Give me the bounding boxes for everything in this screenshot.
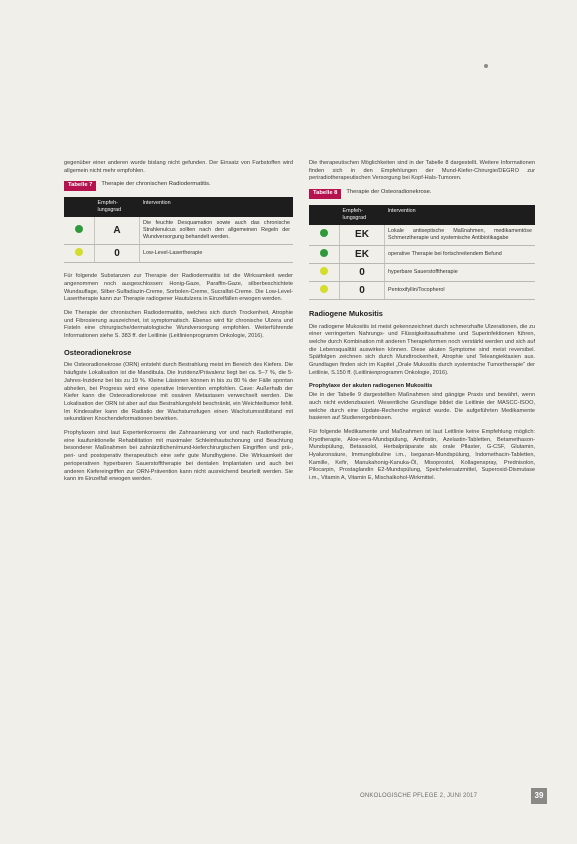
grade-cell: 0	[95, 245, 140, 263]
table7-header-grade: Empfehlungsgrad	[95, 197, 140, 217]
grade-dot-cell	[309, 245, 340, 263]
grade-dot-cell	[64, 217, 95, 245]
right-paragraph-1: Die radiogene Mukositis ist meist gekennzeichnet durch schmerzhafte Ulzerationen, die zu einer verringerten Nahrungs- und Flüssigkeitsaufnahme und Superinfektionen führen, welche durch Kombination mit anderen Therapieformen noch verstärkt werden und sich auf die Lebensqualität auswirken können. Diese akuten Symptome sind meist reversibel. Spätfolgen zeichnen sich durch Mundtrockenheit, Atrophie und Teleangiektasien aus. Grundlagen finden sich im Kapitel „Orale Mukositis durch systemische Tumortherapie“ der Leitlinie, S.150 ff. (Leitlinienprogramm Onkologie, 2016).	[309, 323, 535, 376]
table7-header-row	[64, 197, 293, 217]
left-paragraph-3: Die Osteoradionekrose (ORN) entsteht durch Bestrahlung meist im Bereich des Kiefers. Die häufigste Lokalisation ist die Mandibula. Die Inzidenz/Prävalenz liegt bei ca. 5–7 %, die 5-Jahres-Inzidenz bei bis zu 19 %. Kleine Läsionen können in bis zu 80 % der Fälle spontan abheilen, bei Progress wird eine operative Intervention empfohlen. Cave: Außerhalb der Kiefer kann die Osteoradionekrose mit ossären Metastasen verwechselt werden. Die Lokalisation der ORN ist aber auf das Bestrahlungsfeld beschränkt, ein Weichteiltumor fehlt. Im Kindesalter kann die Radiatio der Wachstumsfugen einen Wachstumsstillstand mit sekundären Knochendeformationen bewirken.	[64, 362, 293, 423]
table8-title: Therapie der Osteoradionekrose.	[346, 189, 432, 196]
green-dot-icon	[320, 229, 328, 237]
grade-cell: A	[95, 217, 140, 245]
grade-cell: 0	[340, 263, 385, 281]
left-intro: gegenüber einer anderen wurde bislang nicht gefunden. Der Einsatz von Farbstoffen wird allgemein nicht mehr empfohlen.	[64, 160, 293, 174]
table7	[64, 197, 293, 263]
left-paragraph-4: Prophylaxen sind laut Expertenkonsens die Zahnsanierung vor und nach Radiotherapie, eine kaufunktionelle Rehabilitation mit maximaler Schleimhautschonung und Beachtung besonderer Maßnahmen bei zahnärztlichen/mund-kieferchirurgischen Eingriffen und prä-, peri- und postoperativ therapeutisch eine sehr gute Mundhygiene. Die Wirksamkeit der perioperativen hyperbaren Sauerstofftherapie bei dentalen Implantaten und auch bei anderen Kiefereingriffen zur ORN-Prävention kann nicht ausreichend beurteilt werden. Sie kann im Einzelfall erwogen werden.	[64, 430, 293, 483]
yellow-dot-icon	[320, 285, 328, 293]
right-intro: Die therapeutischen Möglichkeiten sind in der Tabelle 8 dargestellt. Weitere Informationen finden sich in den Empfehlungen der Mund-Kiefer-Chirurgie/DEGRO zur periradiotherapeutischen Versorgung bei Kopf-Hals-Tumoren.	[309, 160, 535, 182]
table7-header-dot	[64, 197, 95, 217]
table-row	[64, 245, 293, 263]
heading-osteoradionekrose: Osteoradionekrose	[64, 347, 132, 357]
table-row	[309, 245, 535, 263]
intervention-cell: Pentoxifyllin/Tocopherol	[385, 281, 536, 299]
intervention-cell: Low-Level-Lasertherapie	[140, 245, 294, 263]
right-paragraph-2: Die in der Tabelle 9 dargestellten Maßnahmen sind gängige Praxis und bewährt, wenn auch nicht evidenzbasiert. Wesentliche Grundlage bildet die Leitlinie der MASCC-ISOO, welche durch eine Update-Recherche ergänzt wurde. Die aufgeführten Medikamente basieren auf Studienergebnissen.	[309, 392, 535, 422]
table8-header-dot	[309, 205, 340, 225]
right-paragraph-3: Für folgende Medikamente und Maßnahmen ist laut Leitlinie keine Empfehlung möglich: Kryotherapie, Aloe-vera-Mundspülung, Amifostin, Azelastin-Tabletten, Betamethason-Mundspülung, Betaxaolol, Herbalpräparate als orale Pflaster, G-CSF, Glutamin, Hyaluronsäure, Immunglobuline i.m., Iseganan-Mundspülung, Indomethacin-Tabletten, Kamille, Kefir, Manukahonig-Kanuka-Öl, Misoprostol, Kollagenspray, Prednisolon, Pilocarpin, Prostaglandin E2-Mundspülung, Speichelersatzmittel, Superoxid-Dismutase i.m., Vitamin A, Vitamin E, Mischalkohol-Wirkmittel.	[309, 428, 535, 482]
intervention-cell: hyperbare Sauerstofftherapie	[385, 263, 536, 281]
grade-cell: EK	[340, 245, 385, 263]
intervention-cell: operative Therapie bei fortschreitendem Befund	[385, 245, 536, 263]
table8-header-row	[309, 205, 535, 225]
grade-cell: 0	[340, 281, 385, 299]
table8-caption	[309, 189, 535, 199]
table-row	[309, 263, 535, 281]
left-paragraph-1: Für folgende Substanzen zur Therapie der Radiodermatitis ist die Wirksamkeit weder angenommen noch ausgeschlossen: Honig-Gaze, Paraffin-Gaze, silberbeschichtete Wundauflage, Silber-Sulfadiazin-Creme, Sorbolen-Creme, Sucralfat-Creme. Die Low-Level-Lasertherapie kann zur Therapie radiogener Hautulzera in Einzelfällen erwogen werden.	[64, 273, 293, 303]
grade-dot-cell	[309, 225, 340, 246]
heading-radiogene-mukositis: Radiogene Mukositis	[309, 308, 383, 318]
table8-header-grade: Empfehlungsgrad	[340, 205, 385, 225]
heading-prophylaxe: Prophylaxe der akuten radiogenen Mukositis	[309, 383, 433, 390]
intervention-cell: Lokale antiseptische Maßnahmen, medikamentöse Schmerztherapie und systemische Antibiotikagabe	[385, 225, 536, 246]
grade-dot-cell	[309, 281, 340, 299]
grade-dot-cell	[64, 245, 95, 263]
grade-cell: EK	[340, 225, 385, 246]
punch-hole-mark	[484, 64, 488, 68]
table8-header-intervention: Intervention	[385, 205, 536, 225]
table8	[309, 205, 535, 300]
intervention-cell: Die feuchte Desquamation sowie auch das chronische Strahlenulcus sollten nach den allgemeinen Regeln der Wundversorgung behandelt werden.	[140, 217, 294, 245]
page-number: 39	[531, 788, 547, 804]
table-row	[64, 217, 293, 245]
green-dot-icon	[75, 225, 83, 233]
right-column	[309, 160, 535, 489]
table7-header-intervention: Intervention	[140, 197, 294, 217]
yellow-dot-icon	[320, 267, 328, 275]
journal-footer: ONKOLOGISCHE PFLEGE 2, JUNI 2017	[360, 793, 478, 799]
table-row	[309, 281, 535, 299]
table7-title: Therapie der chronischen Radiodermatitis.	[101, 181, 211, 188]
grade-dot-cell	[309, 263, 340, 281]
green-dot-icon	[320, 249, 328, 257]
yellow-dot-icon	[75, 248, 83, 256]
table8-tag: Tabelle 8	[309, 189, 341, 199]
table-row	[309, 225, 535, 246]
left-column	[64, 160, 293, 490]
table7-tag: Tabelle 7	[64, 181, 96, 191]
left-paragraph-2: Die Therapie der chronischen Radiodermatitis, welches sich durch Trockenheit, Atrophie und Fibrosierung auszeichnet, ist symptomatisch. Ebenso wird für chronische Ulzera und Fisteln eine chirurgische/dermatologische Wundversorgung empfohlen. Weiterführende Informationen siehe S. 383 ff. der Leitlinie (Leitlinienprogramm Onkologie, 2016).	[64, 309, 293, 340]
table7-caption	[64, 181, 293, 191]
